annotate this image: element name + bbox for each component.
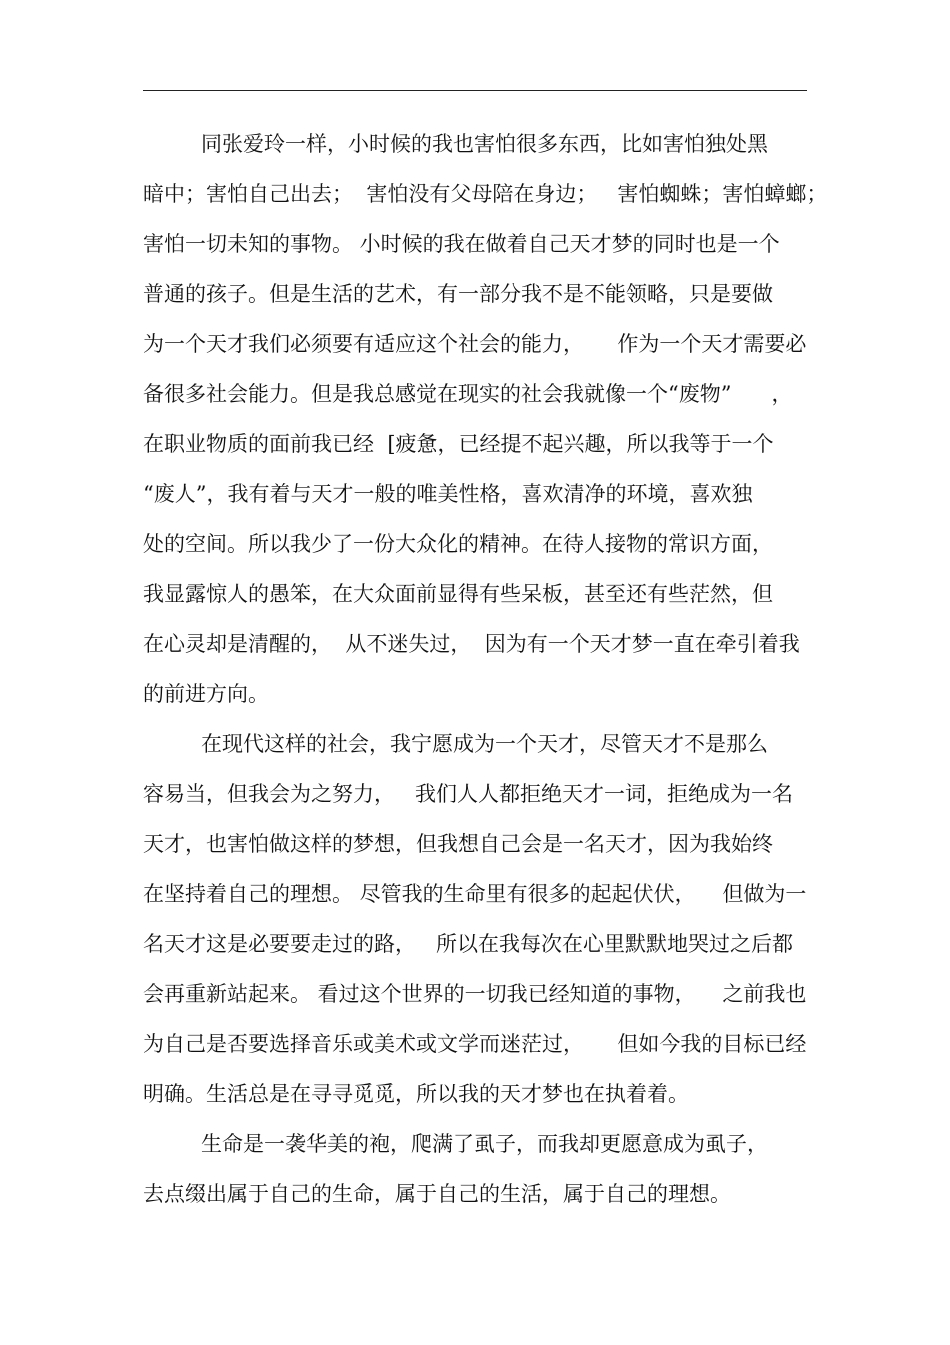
text-line: 为自己是否要选择音乐或美术或文学而迷茫过， 但如今我的目标已经 bbox=[143, 1032, 807, 1056]
text-line: 去点缀出属于自己的生命，属于自己的生活，属于自己的理想。 bbox=[143, 1182, 731, 1206]
text-line: 为一个天才我们必须要有适应这个社会的能力， 作为一个天才需要必 bbox=[143, 332, 807, 356]
text-line: 同张爱玲一样，小时候的我也害怕很多东西，比如害怕独处黑 bbox=[201, 132, 768, 156]
text-line: 处的空间。所以我少了一份大众化的精神。在待人接物的常识方面， bbox=[143, 532, 773, 556]
text-line: 明确。生活总是在寻寻觅觅，所以我的天才梦也在执着着。 bbox=[143, 1082, 689, 1106]
text-line: 暗中；害怕自己出去； 害怕没有父母陪在身边； 害怕蜘蛛；害怕蟑螂； bbox=[143, 182, 828, 206]
text-line: 天才，也害怕做这样的梦想，但我想自己会是一名天才，因为我始终 bbox=[143, 832, 773, 856]
text-line: 在坚持着自己的理想。 尽管我的生命里有很多的起起伏伏， 但做为一 bbox=[143, 882, 807, 906]
text-line: 在现代这样的社会，我宁愿成为一个天才，尽管天才不是那么 bbox=[201, 732, 768, 756]
text-line: 在职业物质的面前我已经 [疲惫，已经提不起兴趣，所以我等于一个 bbox=[143, 432, 774, 456]
text-line: 普通的孩子。但是生活的艺术，有一部分我不是不能领略，只是要做 bbox=[143, 282, 773, 306]
text-line: 会再重新站起来。 看过这个世界的一切我已经知道的事物， 之前我也 bbox=[143, 982, 807, 1006]
header-rule bbox=[143, 90, 807, 91]
text-line: 害怕一切未知的事物。 小时候的我在做着自己天才梦的同时也是一个 bbox=[143, 232, 780, 256]
text-line: 我显露惊人的愚笨，在大众面前显得有些呆板，甚至还有些茫然，但 bbox=[143, 582, 773, 606]
text-line: 生命是一袭华美的袍，爬满了虱子，而我却更愿意成为虱子， bbox=[201, 1132, 768, 1156]
text-line: 容易当，但我会为之努力， 我们人人都拒绝天才一词，拒绝成为一名 bbox=[143, 782, 794, 806]
text-line: 名天才这是必要要走过的路， 所以在我每次在心里默默地哭过之后都 bbox=[143, 932, 794, 956]
text-line: 的前进方向。 bbox=[143, 682, 269, 706]
text-line: 备很多社会能力。但是我总感觉在现实的社会我就像一个“废物” ， bbox=[143, 382, 793, 406]
text-line: 在心灵却是清醒的， 从不迷失过， 因为有一个天才梦一直在牵引着我 bbox=[143, 632, 800, 656]
text-line: “废人”，我有着与天才一般的唯美性格，喜欢清净的环境，喜欢独 bbox=[143, 482, 753, 506]
